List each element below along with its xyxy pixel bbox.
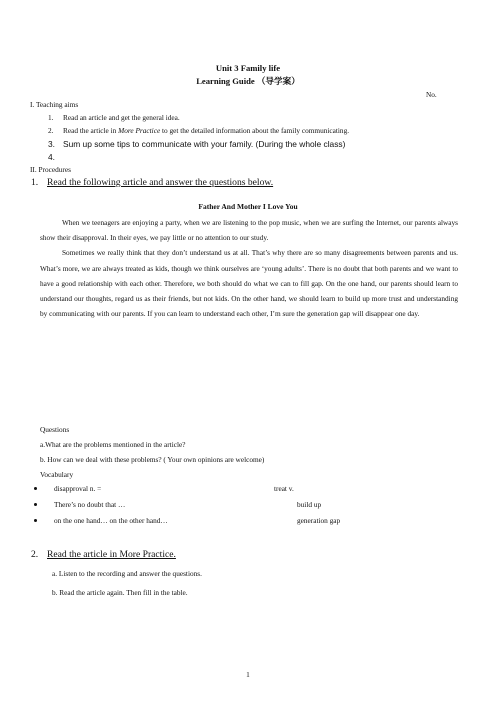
aim-3-text: Sum up some tips to communicate with your family. (During the whole class) (63, 139, 346, 149)
aim-1-number: 1. (48, 113, 54, 122)
teaching-aims-heading: I. Teaching aims (30, 100, 79, 109)
aim-4-number: 4. (48, 152, 55, 162)
step-2-item-a: a. Listen to the recording and answer the questions. (52, 569, 202, 578)
step-2-item-b: b. Read the article again. Then fill in the table. (52, 588, 188, 597)
question-b: b. How can we deal with these problems? ( Your own opinions are welcome) (40, 455, 265, 464)
bullet-icon (34, 487, 37, 490)
aim-2-text: Read the article in More Practice to get the detailed information about the family communicating. (63, 126, 350, 135)
guide-title: Learning Guide （导学案） (196, 76, 300, 86)
aim-3-number: 3. (48, 139, 55, 149)
step-2-number: 2. (31, 549, 39, 560)
vocab-item-right: treat v. (274, 484, 294, 493)
step-1-instruction: Read the following article and answer the questions below. (47, 177, 274, 188)
vocab-item-right: build up (297, 500, 322, 509)
vocab-item-left: on the one hand… on the other hand… (54, 516, 168, 525)
aim-1-text: Read an article and get the general idea. (63, 113, 180, 122)
vocab-item-right: generation gap (297, 516, 341, 525)
vocabulary-label: Vocabulary (40, 470, 74, 479)
bullet-icon (34, 519, 37, 522)
step-1-number: 1. (31, 177, 39, 188)
vocab-item-left: disapproval n. = (54, 484, 102, 493)
page-number: 1 (246, 670, 250, 679)
unit-title: Unit 3 Family life (215, 63, 281, 73)
aim-2-number: 2. (48, 126, 54, 135)
question-a: a.What are the problems mentioned in the article? (40, 440, 186, 449)
number-label: No. (426, 90, 437, 99)
article-title: Father And Mother I Love You (198, 202, 298, 211)
procedures-heading: II. Procedures (30, 165, 71, 174)
article-paragraph: When we teenagers are enjoying a party, when we are listening to the pop music, when we are surfing the Internet, our parents always show their disapproval. In their eyes, we pay little or no attention to our study. (40, 218, 458, 243)
article-body (40, 215, 458, 321)
questions-label: Questions (40, 425, 70, 434)
step-2-instruction: Read the article in More Practice. (47, 549, 176, 560)
bullet-icon (34, 503, 37, 506)
article-paragraph: Sometimes we really think that they don’t understand us at all. That’s why there are so many disagreements between parents and us. What’s more, we are always treated as kids, though we think ourselves are ‘young adults’. There is no doubt that both parents and we want to have a good relationship with each other. Therefore, we both should do what we can to fill gap. On the one hand, our parents should learn to understand our thoughts, regard us as their friends, but not kids. On the other hand, we should learn to build up more trust and understanding by communicating with our parents. If you can learn to understand each other, I’m sure the generation gap will disappear one day. (40, 248, 458, 319)
vocab-item-left: There’s no doubt that … (54, 500, 126, 509)
